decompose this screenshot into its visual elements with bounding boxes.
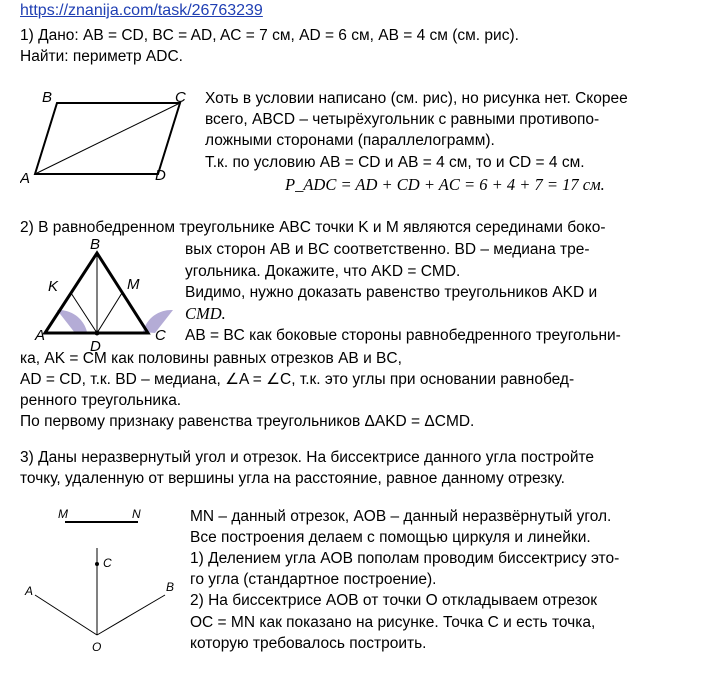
- angle-a-arc: [57, 310, 87, 333]
- task1-parallelogram-figure: [20, 86, 210, 186]
- label-n: N: [132, 507, 141, 521]
- task3-statement-1: 3) Даны неразвернутый угол и отрезок. На биссектрисе данного угла постройте: [20, 449, 595, 466]
- task1-find: Найти: периметр ADC.: [20, 48, 183, 65]
- label-c: C: [103, 556, 112, 570]
- label-d: D: [155, 167, 166, 184]
- ray-oa: [35, 595, 97, 635]
- label-m: M: [58, 507, 68, 521]
- label-d: D: [90, 338, 101, 354]
- label-a: A: [35, 327, 46, 344]
- label-o: O: [92, 640, 102, 654]
- task2-solution-2: CMD.: [185, 304, 226, 323]
- task1-line-3: ложными сторонами (параллелограмм).: [205, 132, 495, 149]
- task2-statement-1: 2) В равнобедренном треугольнике ABC точки K и M являются серединами боко-: [20, 219, 606, 236]
- task3-solution-1: MN – данный отрезок, AOB – данный неразвёрнутый угол.: [190, 508, 612, 525]
- label-c: C: [175, 89, 186, 106]
- diagonal-ac: [35, 103, 180, 174]
- task1-line-1: Хоть в условии написано (см. рис), но рисунка нет. Скорее: [205, 90, 628, 107]
- task2-solution-1: Видимо, нужно доказать равенство треугольников AKD и: [185, 284, 598, 301]
- task2-solution-6: ренного треугольника.: [20, 392, 182, 409]
- task2-solution-7: По первому признаку равенства треугольников ΔAKD = ΔCMD.: [20, 413, 475, 430]
- task2-triangle-figure: [20, 236, 190, 354]
- label-m: M: [127, 276, 140, 293]
- point-d: [95, 331, 100, 336]
- task1-line-4: Т.к. по условию AB = CD и AB = 4 см, то и CD = 4 см.: [205, 154, 585, 171]
- task3-solution-3: 1) Делением угла AOB пополам проводим биссектрису это-: [190, 550, 620, 567]
- task3-solution-6: OC = MN как показано на рисунке. Точка C и есть точка,: [190, 614, 596, 631]
- task3-solution-7: которую требовалось построить.: [190, 635, 427, 652]
- point-c: [95, 562, 99, 566]
- task3-statement-2: точку, удаленную от вершины угла на расстояние, равное данному отрезку.: [20, 470, 565, 487]
- task1-given: 1) Дано: AB = CD, BC = AD, AC = 7 см, AD = 6 см, AB = 4 см (см. рис).: [20, 27, 519, 44]
- label-a: A: [20, 170, 31, 186]
- task2-solution-3: AB = BC как боковые стороны равнобедренного треугольни-: [185, 327, 621, 344]
- label-b: B: [166, 580, 175, 594]
- task3-solution-2: Все построения делаем с помощью циркуля и линейки.: [190, 529, 591, 546]
- source-link[interactable]: https://znanija.com/task/26763239: [20, 2, 263, 19]
- task3-construction-figure: [20, 500, 190, 682]
- label-k: K: [48, 278, 59, 295]
- label-c: C: [155, 327, 166, 344]
- task3-solution-5: 2) На биссектрисе AOB от точки O откладываем отрезок: [190, 592, 598, 609]
- task2-solution-4: ка, AK = CM как половины равных отрезков AB и BC,: [20, 350, 402, 367]
- task2-solution-5: AD = CD, т.к. BD – медиана, ∠A = ∠C, т.к. это углы при основании равнобед-: [20, 371, 575, 388]
- task2-statement-2: вых сторон AB и BC соответственно. BD – медиана тре-: [185, 241, 590, 258]
- task3-solution-4: го угла (стандартное построение).: [190, 571, 437, 588]
- task1-perimeter-formula: P_ADC = AD + CD + AC = 6 + 4 + 7 = 17 см.: [285, 175, 605, 194]
- segment-md: [97, 293, 122, 333]
- task1-line-2: всего, ABCD – четырёхугольник с равными противопо-: [205, 111, 600, 128]
- ray-ob: [97, 595, 165, 635]
- label-a: A: [25, 584, 34, 598]
- label-b: B: [90, 236, 101, 253]
- task2-statement-3: угольника. Докажите, что AKD = CMD.: [185, 263, 461, 280]
- label-b: B: [42, 89, 53, 106]
